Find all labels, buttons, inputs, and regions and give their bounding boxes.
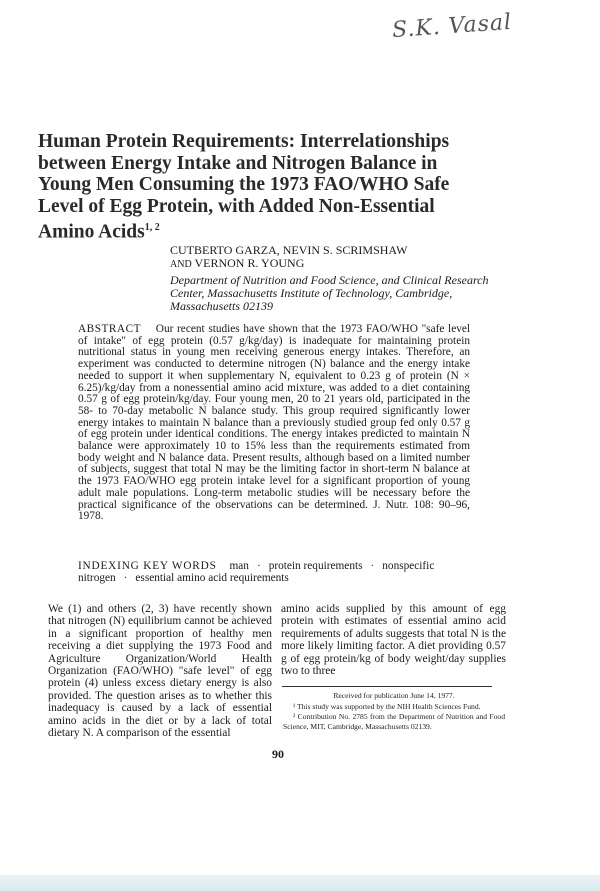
author-names-line1: CUTBERTO GARZA, NEVIN S. SCRIMSHAW — [170, 243, 408, 257]
footnote-1: ¹ This study was supported by the NIH Health Sciences Fund. — [293, 701, 481, 711]
abstract-citation: J. Nutr. 108: 90–96, 1978. — [78, 498, 470, 523]
title-text: Human Protein Requirements: Interrelationships between Energy Intake and Nitrogen Balance in Young Men Consuming the 1973 FAO/WHO Safe Level of Egg Protein, with Added Non-Essential Amino Acids — [38, 131, 450, 243]
keywords: INDEXING KEY WORDS man · protein requirements · nonspecific nitrogen · essential amino acid requirements — [78, 560, 435, 584]
author-names-line2 — [170, 257, 500, 271]
body-paragraph: amino acids supplied by this amount of egg protein with estimates of essential amino acid requirements of adults suggests that total N is the more likely limiting factor. A diet providing 0.57 g of egg protein/kg of body weight/day supplies two to three — [281, 603, 506, 678]
title-footnote-marks: 1, 2 — [144, 222, 160, 233]
footnote-2: ² Contribution No. 2785 from the Department of Nutrition and Food Science, MIT, Cambridge, Massachusetts 02139. — [283, 712, 505, 731]
handwritten-signature: S.K. Vasal — [391, 9, 513, 44]
author-and: AND — [170, 259, 192, 270]
page-number: 90 — [272, 747, 284, 761]
author-affiliation: Department of Nutrition and Food Science, and Clinical Research Center, Massachusetts Institute of Technology, Cambridge, Massachusetts 02139 — [170, 273, 489, 313]
keyword-item: protein requirements — [268, 560, 363, 572]
abstract-text: Our recent studies have shown that the 1973 FAO/WHO "safe level of intake" of egg protein (0.57 g/kg/day) is inadequate for maintaining protein nutritional status in young men receiving generous energy intakes. Therefore, an experiment was conducted to determine nitrogen (N) balance and the energy intake needed to support it when supplementary N, equivalent to 0.23 g of protein (N × 6.25)/kg/day from a nonessential amino acid mixture, was added to a diet containing 0.57 g of egg protein/kg/day. Four young men, 20 to 21 years old, participated in the 58- to 70-day metabolic N balance study. This group required significantly lower energy intakes to maintain N balance than a previously studied group fed only 0.57 g of egg protein under identical conditions. The energy intakes predicted to maintain N balance were approximately 10 to 15% less than the requirements estimated from body weight and N balance data. Present results, although based on a limited number of subjects, suggest that total N may be the limiting factor in short-term N balance at the 1973 FAO/WHO egg protein intake level for a significant proportion of young adult male populations. Long-term metabolic studies will be necessary before the practical significance of the observations can be determined. — [78, 323, 471, 511]
footnote-received: Received for publication June 14, 1977. — [333, 691, 455, 700]
body-column-right — [281, 603, 506, 677]
scan-bottom-edge — [0, 875, 600, 891]
keyword-item: nonspecific nitrogen — [78, 560, 435, 584]
abstract-label: ABSTRACT — [78, 323, 142, 335]
article-title — [38, 131, 468, 243]
keywords-label: INDEXING KEY WORDS — [78, 560, 217, 572]
keyword-item: man — [229, 560, 249, 572]
abstract — [78, 324, 470, 523]
author-block — [170, 244, 500, 313]
body-column-left — [48, 603, 272, 739]
keyword-item: essential amino acid requirements — [135, 572, 289, 584]
author-name-last: VERNON R. YOUNG — [194, 256, 305, 270]
footnote-divider — [282, 686, 492, 687]
footnotes — [283, 691, 505, 732]
body-paragraph: We (1) and others (2, 3) have recently shown that nitrogen (N) equilibrium cannot be achieved in a significant proportion of healthy men receiving a diet supplying the 1973 Food and Agriculture Organization/World Health Organization (FAO/WHO) "safe level" of egg protein (4) unless excess dietary energy is also provided. The question arises as to whether this inadequacy is caused by a lack of essential amino acids in the diet or by a lack of total dietary N. A comparison of the essential — [48, 603, 272, 740]
